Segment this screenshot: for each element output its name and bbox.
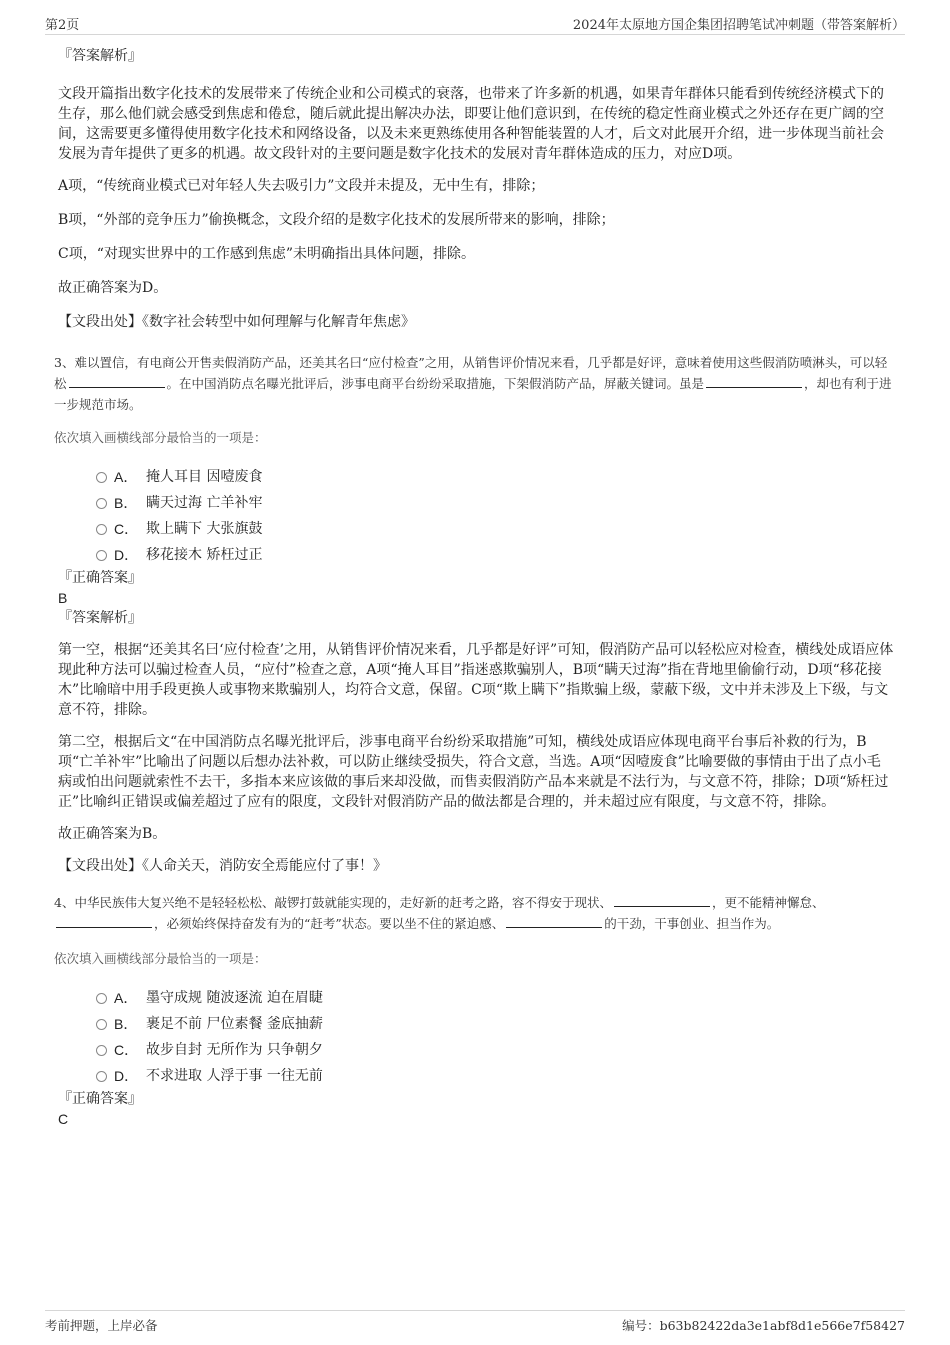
- q3-option-b[interactable]: B． 瞒天过海 亡羊补牢: [96, 492, 894, 518]
- page-number: 第2页: [45, 18, 80, 33]
- q4-answer: C: [58, 1111, 69, 1127]
- q4-option-d[interactable]: D． 不求进取 人浮于事 一往无前: [96, 1065, 894, 1091]
- q2-conclusion: 故正确答案为D。: [58, 280, 168, 296]
- footer-slogan: 考前押题，上岸必备: [45, 1318, 158, 1333]
- radio-button[interactable]: [96, 1045, 107, 1056]
- q3-blank-2: [706, 375, 802, 388]
- q4-answer-title: 『正确答案』: [58, 1091, 142, 1107]
- q4-options: [96, 987, 894, 1091]
- q3-analysis-p2: 第二空，根据后文“在中国消防点名曝光批评后，涉事电商平台纷纷采取措施”可知，横线处成语应体现电商平台事后补救的行为，B项“亡羊补牢”比喻出了问题以后想办法补救，可以防止继续受损失，符合文意，当选。A项“因噎废食”比喻要做的事情由于出了点小毛病或怕出问题就索性不去干，多指本来应该做的事后来却没做，而售卖假消防产品本来就是不法行为，与文意不符，排除；D项“矫枉过正”比喻纠正错误或偏差超过了应有的限度，文段针对假消防产品的做法都是合理的，并未超过应有限度，与文意不符，排除。: [58, 734, 889, 810]
- q3-conclusion: 故正确答案为B。: [58, 826, 167, 842]
- q3-answer: B: [58, 590, 68, 606]
- q4-option-c[interactable]: C． 故步自封 无所作为 只争朝夕: [96, 1039, 894, 1065]
- q3-option-a[interactable]: A． 掩人耳目 因噎废食: [96, 466, 894, 492]
- q4-blank-1: [614, 894, 710, 907]
- q4-blank-2: [56, 915, 152, 928]
- q4-prompt: 依次填入画横线部分最恰当的一项是：: [54, 951, 267, 966]
- q2-option-c-analysis: C项，“对现实世界中的工作感到焦虑”未明确指出具体问题，排除。: [58, 246, 476, 262]
- q4-blank-3: [506, 915, 602, 928]
- q3-question: 3、难以置信，有电商公开售卖假消防产品，还美其名曰“应付检查”之用，从销售评价情况来看，几乎都是好评，意味着使用这些假消防喷淋头，可以轻松 。在中国消防点名曝光批评后，涉事电商平台纷纷采取措施，下架假消防产品，屏蔽关键词。虽是 ，却也有利于进一步规范市场。: [54, 355, 892, 412]
- document-code: 编号：b63b82422da3e1abf8d1e566e7f58427: [622, 1318, 905, 1333]
- radio-button[interactable]: [96, 993, 107, 1004]
- radio-button[interactable]: [96, 1019, 107, 1030]
- radio-button[interactable]: [96, 1071, 107, 1082]
- q3-option-c[interactable]: C． 欺上瞒下 大张旗鼓: [96, 518, 894, 544]
- radio-button[interactable]: [96, 550, 107, 561]
- page-footer: [45, 1310, 905, 1339]
- radio-button[interactable]: [96, 524, 107, 535]
- q2-source: 【文段出处】《数字社会转型中如何理解与化解青年焦虑》: [58, 314, 415, 330]
- q3-blank-1: [69, 375, 165, 388]
- q3-analysis-title: 『答案解析』: [58, 610, 142, 626]
- q3-analysis-p1: 第一空，根据“还美其名曰‘应付检查’之用，从销售评价情况来看，几乎都是好评”可知，假消防产品可以轻松应对检查，横线处成语应体现此种方法可以骗过检查人员，“应付”检查之意，A项“掩人耳目”指迷惑欺骗别人，B项“瞒天过海”指在背地里偷偷行动，D项“移花接木”比喻暗中用手段更换人或事物来欺骗别人，均符合文意，保留。C项“欺上瞒下”指欺骗上级，蒙蔽下级，文中并未涉及上下级，与文意不符，排除。: [58, 642, 894, 718]
- q4-option-b[interactable]: B． 裹足不前 尸位素餐 釜底抽薪: [96, 1013, 894, 1039]
- document-title: 2024年太原地方国企集团招聘笔试冲刺题（带答案解析）: [572, 18, 905, 33]
- radio-button[interactable]: [96, 498, 107, 509]
- q2-option-b-analysis: B项，“外部的竞争压力”偷换概念，文段介绍的是数字化技术的发展所带来的影响，排除；: [58, 212, 615, 228]
- q4-question: 4、中华民族伟大复兴绝不是轻轻松松、敲锣打鼓就能实现的，走好新的赶考之路，容不得安于现状、 ，更不能精神懈怠、，必须始终保持奋发有为的“赶考”状态。要以坐不住的紧迫感、 的干劲，干事创业、担当作为。: [54, 895, 825, 931]
- q2-analysis-text: 文段开篇指出数字化技术的发展带来了传统企业和公司模式的衰落，也带来了许多新的机遇，如果青年群体只能看到传统经济模式下的生存，那么他们就会感受到焦虑和倦怠，随后就此提出解决办法，即要让他们意识到，在传统的稳定性商业模式之外还存在更广阔的空间，这需要更多懂得使用数字化技术和网络设备，以及未来更熟练使用各种智能装置的人才，后文对此展开介绍，进一步体现当前社会发展为青年提供了更多的机遇。故文段针对的主要问题是数字化技术的发展对青年群体造成的压力，对应D项。: [58, 86, 884, 162]
- q3-options: [96, 466, 894, 570]
- q3-prompt: 依次填入画横线部分最恰当的一项是：: [54, 430, 267, 445]
- q2-analysis-title: 『答案解析』: [58, 48, 142, 64]
- q3-answer-title: 『正确答案』: [58, 570, 142, 586]
- q3-source: 【文段出处】《人命关天，消防安全焉能应付了事！》: [58, 858, 387, 874]
- q2-option-a-analysis: A项，“传统商业模式已对年轻人失去吸引力”文段并未提及，无中生有，排除；: [58, 178, 545, 194]
- radio-button[interactable]: [96, 472, 107, 483]
- q4-option-a[interactable]: A． 墨守成规 随波逐流 迫在眉睫: [96, 987, 894, 1013]
- q3-option-d[interactable]: D． 移花接木 矫枉过正: [96, 544, 894, 570]
- page-header: [45, 12, 905, 35]
- page-content: [54, 44, 894, 1129]
